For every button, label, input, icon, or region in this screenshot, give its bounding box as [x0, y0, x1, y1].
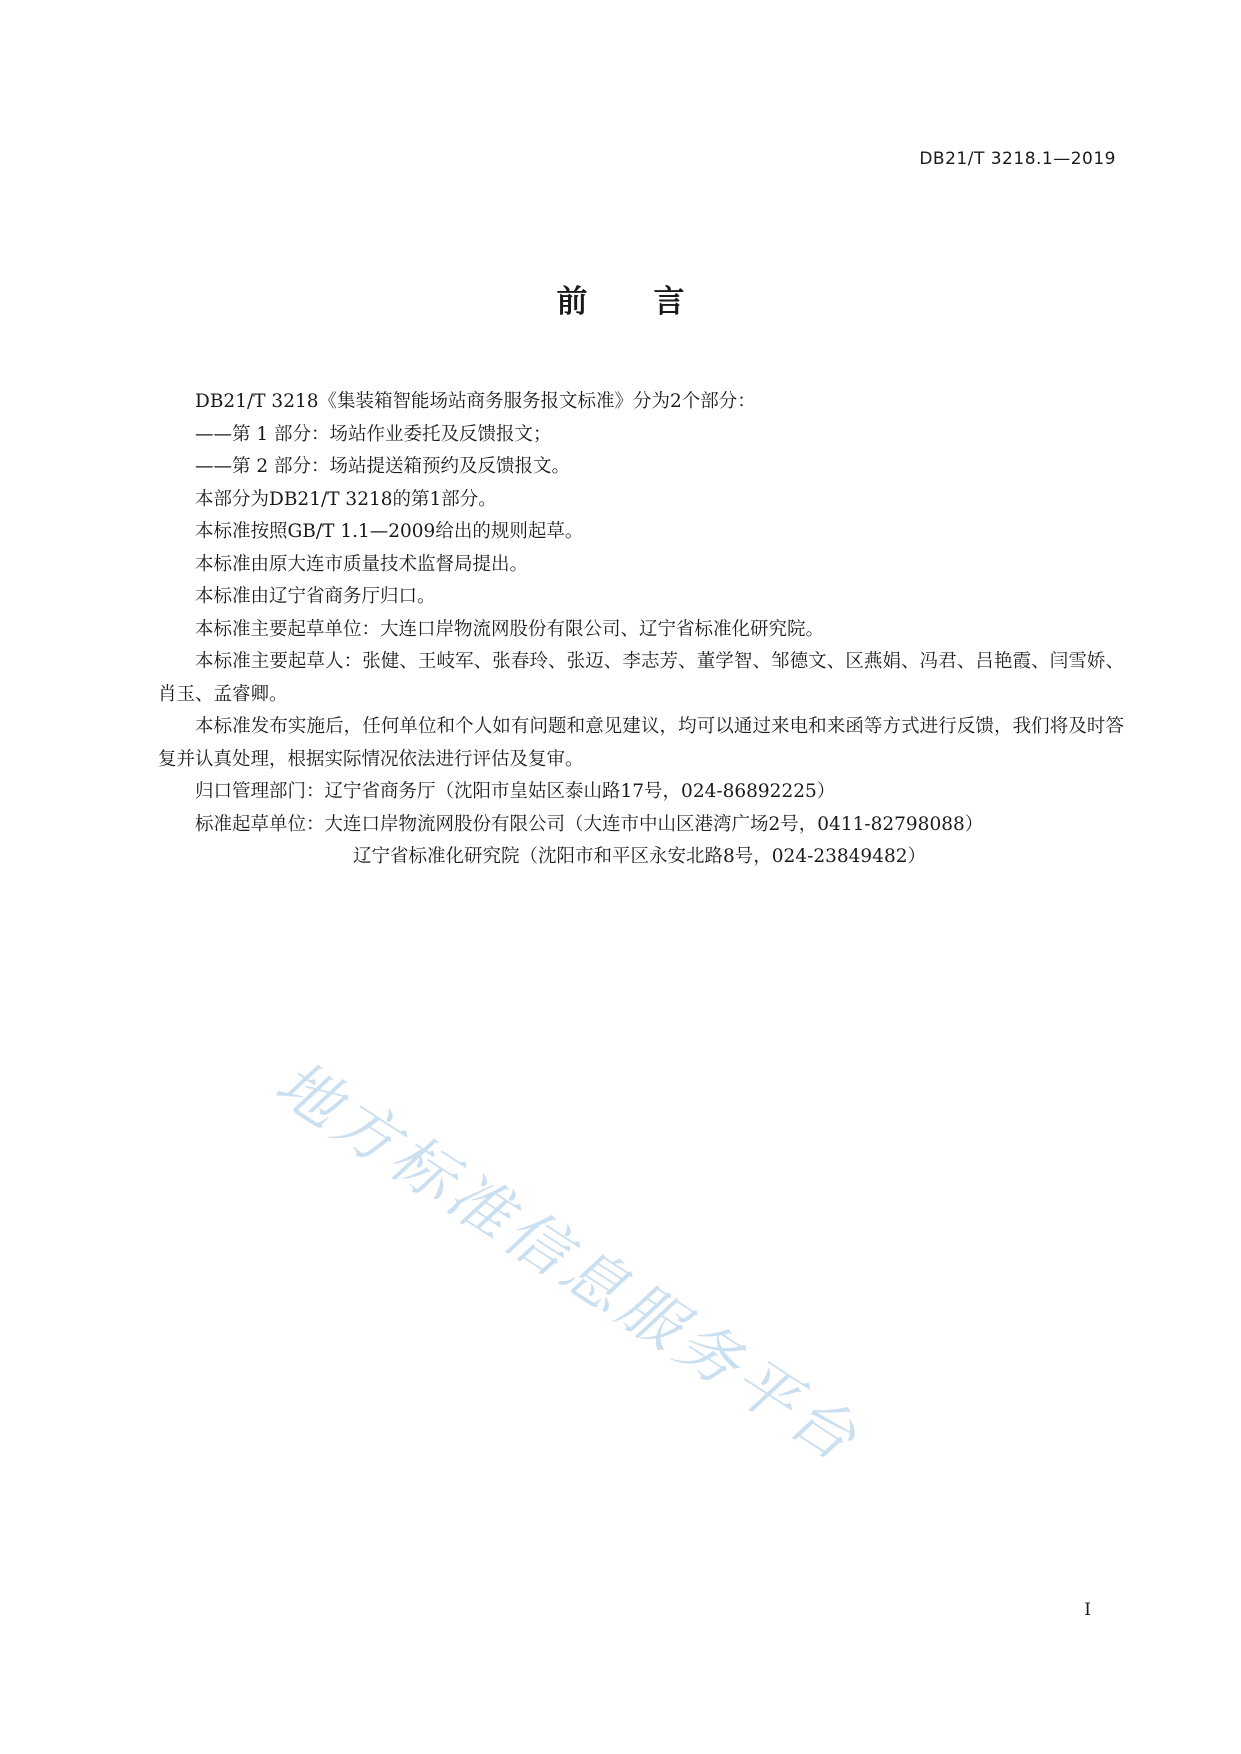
paragraph-feedback: 本标准发布实施后，任何单位和个人如有问题和意见建议，均可以通过来电和来函等方式进行反馈，我们将及时答复并认真处理，根据实际情况依法进行评估及复审。 — [158, 716, 1124, 770]
paragraph-admin-department: 归口管理部门：辽宁省商务厅（沈阳市皇姑区泰山路17号，024-86892225） — [195, 781, 836, 802]
paragraph-drafting-rules: 本标准按照GB/T 1.1—2009给出的规则起草。 — [195, 521, 584, 542]
paragraph-drafting-units: 本标准主要起草单位：大连口岸物流网股份有限公司、辽宁省标准化研究院。 — [195, 618, 825, 640]
paragraph-this-part: 本部分为DB21/T 3218的第1部分。 — [195, 488, 497, 510]
paragraph-drafting-unit-1: 标准起草单位：大连口岸物流网股份有限公司（大连市中山区港湾广场2号，0411-82798088） — [195, 813, 984, 835]
paragraph-administrator: 本标准由辽宁省商务厅归口。 — [195, 586, 436, 607]
paragraph-drafting-unit-2: 辽宁省标准化研究院（沈阳市和平区永安北路8号，024-23849482） — [353, 846, 926, 867]
page-number: I — [1084, 1600, 1091, 1620]
paragraph-part-2: ——第 2 部分：场站提送箱预约及反馈报文。 — [195, 456, 571, 477]
standard-code: DB21/T 3218.1—2019 — [919, 149, 1116, 169]
title-char-2: 言 — [653, 284, 685, 320]
title-char-1: 前 — [556, 284, 588, 320]
paragraph-part-1: ——第 1 部分：场站作业委托及反馈报文； — [195, 423, 552, 445]
watermark: 地方标准信息服务平台 — [263, 1045, 874, 1478]
foreword-body — [158, 386, 1124, 874]
paragraph-drafters: 本标准主要起草人：张健、王岐军、张春玲、张迈、李志芳、董学智、邹德文、区燕娟、冯君、吕艳霞、闫雪娇、肖玉、孟睿卿。 — [158, 651, 1124, 705]
page-title — [0, 276, 1241, 321]
paragraph-proposer: 本标准由原大连市质量技术监督局提出。 — [195, 553, 529, 575]
paragraph-parts-intro: DB21/T 3218《集装箱智能场站商务服务报文标准》分为2个部分： — [195, 391, 756, 412]
